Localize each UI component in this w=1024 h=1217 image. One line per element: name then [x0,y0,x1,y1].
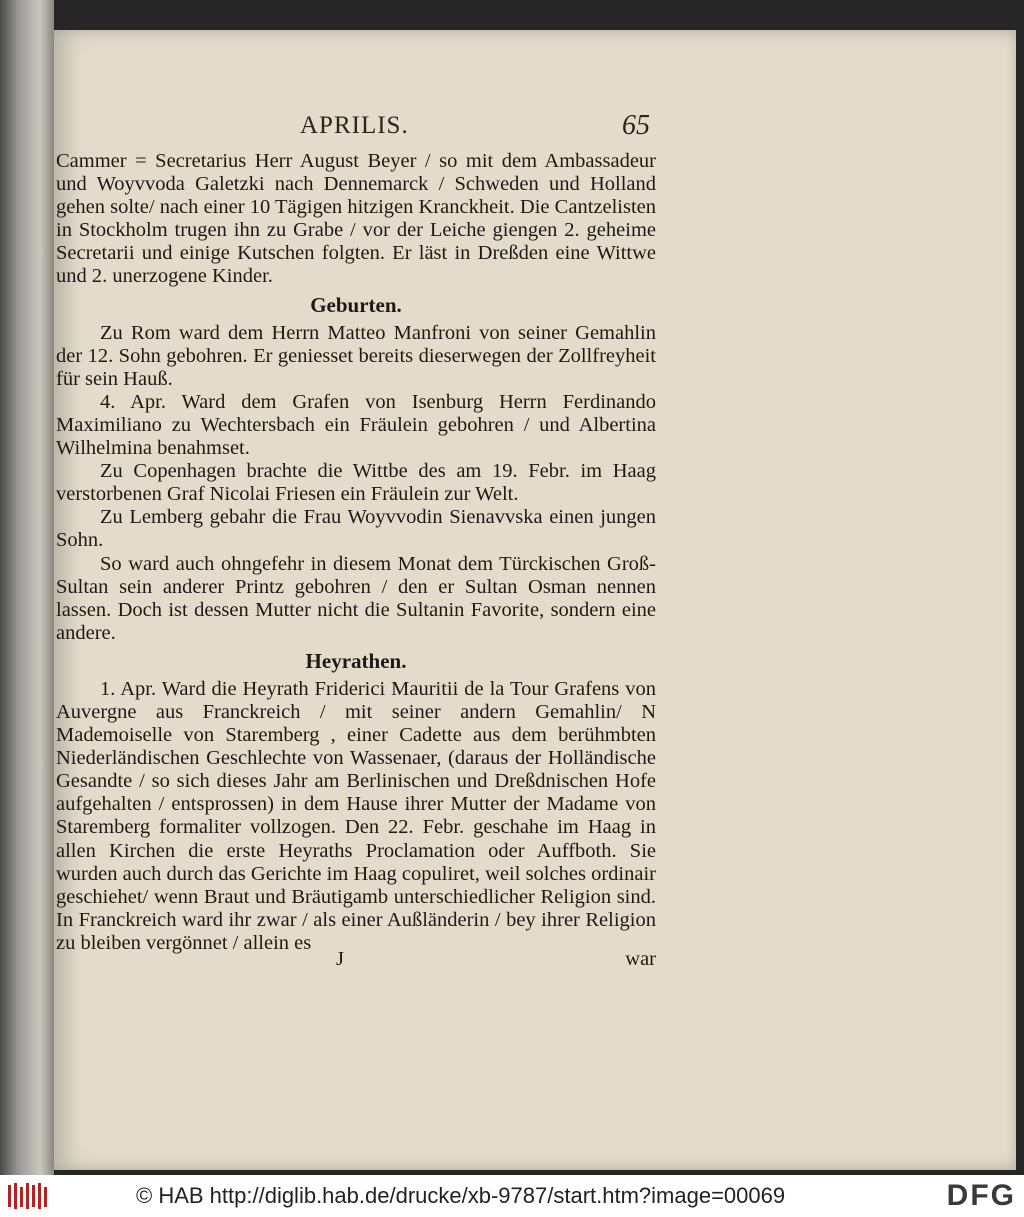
paragraph-births-2: 4. Apr. Ward dem Grafen von Isenburg Herrn Ferdinando Maximiliano zu Wechtersbach ein Fräulein gebohren / und Albertina Wilhelmina benahmset. [56,390,656,460]
signature-mark: J [336,948,344,970]
footer-bar [0,1175,1024,1217]
paragraph-births-3: Zu Copenhagen brachte die Wittbe des am 19. Febr. im Haag verstorbenen Graf Nicolai Friesen ein Fräulein zur Welt. [56,460,656,506]
paragraph-births-4: Zu Lemberg gebahr die Frau Woyvvodin Sienavvska einen jungen Sohn. [56,506,656,552]
paragraph-marriages-1: 1. Apr. Ward die Heyrath Friderici Mauritii de la Tour Grafens von Auvergne aus Franckreich / mit seiner andern Gemahlin/ N Mademoiselle von Staremberg , einer Cadette aus dem berühmbten Niederländischen Geschlechte von Wassenaer, (daraus der Holländische Gesandte / so sich dieses Jahr am Berlinischen und Dreßdnischen Hofe aufgehalten / entsprossen) in dem Hause ihrer Mutter der Madame von Staremberg formaliter vollzogen. Den 22. Febr. geschahe im Haag in allen Kirchen die erste Heyraths Proclamation oder Auffboth. Sie wurden auch durch das Gerichte im Haag copuliret, weil solches ordinair geschiehet/ wenn Braut und Bräutigamb unterschiedlicher Religion sind. In Franckreich ward ihr zwar / als einer Außländerin / bey ihrer Religion zu bleiben vergönnet / allein es [56,677,656,954]
paragraph-births-1: Zu Rom ward dem Herrn Matteo Manfroni von seiner Gemahlin der 12. Sohn gebohren. Er geniesset bereits dieserwegen der Zollfreyheit für sein Hauß. [56,321,656,390]
page-number: 65 [622,110,650,141]
paragraph-births-5: So ward auch ohngefehr in diesem Monat dem Türckischen Groß-Sultan sein anderer Printz gebohren / den er Sultan Osman nennen lassen. Doch ist dessen Mutter nicht die Sultanin Favorite, sondern eine andere. [56,552,656,644]
paragraph-intro: Cammer = Secretarius Herr August Beyer / so mit dem Ambassadeur und Woyvvoda Galetzki nach Dennemarck / Schweden und Holland gehen solte/ nach einer 10 Tägigen hitzigen Kranckheit. Die Cantzelisten in Stockholm trugen ihn zu Grabe / vor der Leiche giengen 2. geheime Secretarii und einige Kutschen folgten. Er läst in Dreßden eine Wittwe und 2. unerzogene Kinder. [56,150,656,288]
book-edge [0,0,54,1175]
heading-marriages: Heyrathen. [305,648,407,673]
text-block [56,150,656,955]
heading-births: Geburten. [310,292,402,317]
catchword: war [625,948,656,970]
footer-credit[interactable]: © HAB http://diglib.hab.de/drucke/xb-9787/start.htm?image=00069 [136,1183,786,1208]
catch-row [56,948,656,976]
dfg-logo: DFG [946,1179,1016,1212]
running-head-title: APRILIS. [300,112,409,139]
running-head [300,112,650,152]
hab-logo-icon [6,1181,50,1211]
